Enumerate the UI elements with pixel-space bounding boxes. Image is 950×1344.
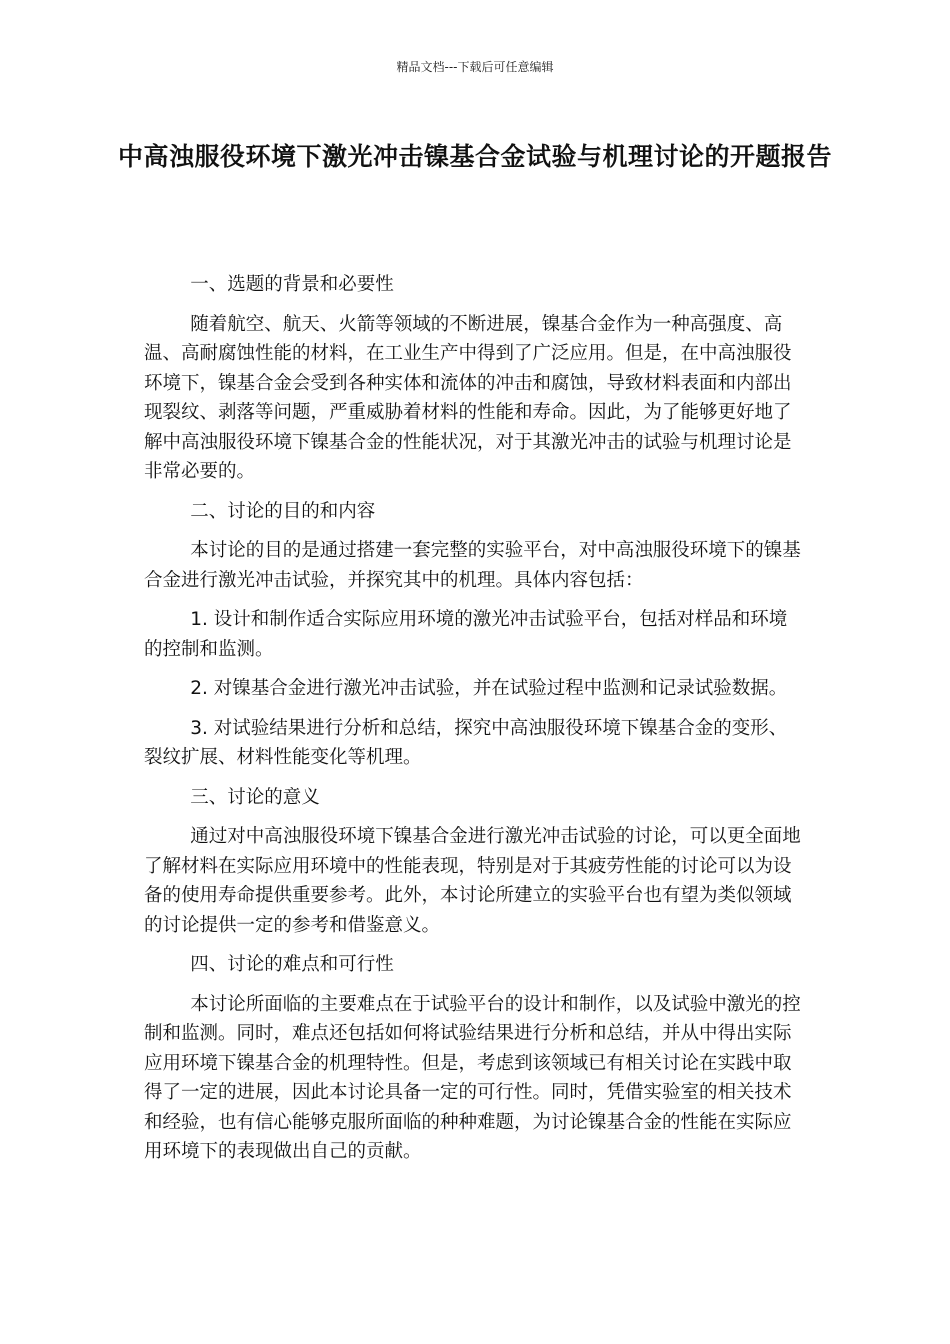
document-body [144, 270, 804, 1177]
list-item-3: 3. 对试验结果进行分析和总结，探究中高浊服役环境下镍基合金的变形、裂纹扩展、材料性能变化等机理。 [144, 717, 788, 768]
header-note: 精品文档---下载后可任意编辑 [396, 60, 554, 74]
paragraph-significance: 通过对中高浊服役环境下镍基合金进行激光冲击试验的讨论，可以更全面地了解材料在实际应用环境中的性能表现，特别是对于其疲劳性能的讨论可以为设备的使用寿命提供重要参考。此外，本讨论所建立的实验平台也有望为类似领域的讨论提供一定的参考和借鉴意义。 [144, 826, 801, 936]
paragraph-background: 随着航空、航天、火箭等领域的不断进展，镍基合金作为一种高强度、高温、高耐腐蚀性能的材料，在工业生产中得到了广泛应用。但是，在中高浊服役环境下，镍基合金会受到各种实体和流体的冲击和腐蚀，导致材料表面和内部出现裂纹、剥落等问题，严重威胁着材料的性能和寿命。因此，为了能够更好地了解中高浊服役环境下镍基合金的性能状况，对于其激光冲击的试验与机理讨论是非常必要的。 [144, 313, 792, 482]
list-item-2: 2. 对镍基合金进行激光冲击试验，并在试验过程中监测和记录试验数据。 [190, 678, 788, 699]
document-title: 中高浊服役环境下激光冲击镍基合金试验与机理讨论的开题报告 [117, 142, 832, 171]
section-heading-background: 一、选题的背景和必要性 [190, 274, 394, 295]
section-heading-difficulty: 四、讨论的难点和可行性 [190, 954, 394, 975]
paragraph-purpose: 本讨论的目的是通过搭建一套完整的实验平台，对中高浊服役环境下的镍基合金进行激光冲击试验，并探究其中的机理。具体内容包括： [144, 540, 801, 591]
list-item-1: 1. 设计和制作适合实际应用环境的激光冲击试验平台，包括对样品和环境的控制和监测。 [144, 609, 788, 660]
section-heading-significance: 三、讨论的意义 [190, 786, 320, 808]
section-heading-purpose: 二、讨论的目的和内容 [190, 500, 376, 522]
paragraph-difficulty: 本讨论所面临的主要难点在于试验平台的设计和制作，以及试验中激光的控制和监测。同时，难点还包括如何将试验结果进行分析和总结，并从中得出实际应用环境下镍基合金的机理特性。但是，考虑到该领域已有相关讨论在实践中取得了一定的进展，因此本讨论具备一定的可行性。同时，凭借实验室的相关技术和经验，也有信心能够克服所面临的种种难题，为讨论镍基合金的性能在实际应用环境下的表现做出自己的贡献。 [144, 993, 801, 1162]
